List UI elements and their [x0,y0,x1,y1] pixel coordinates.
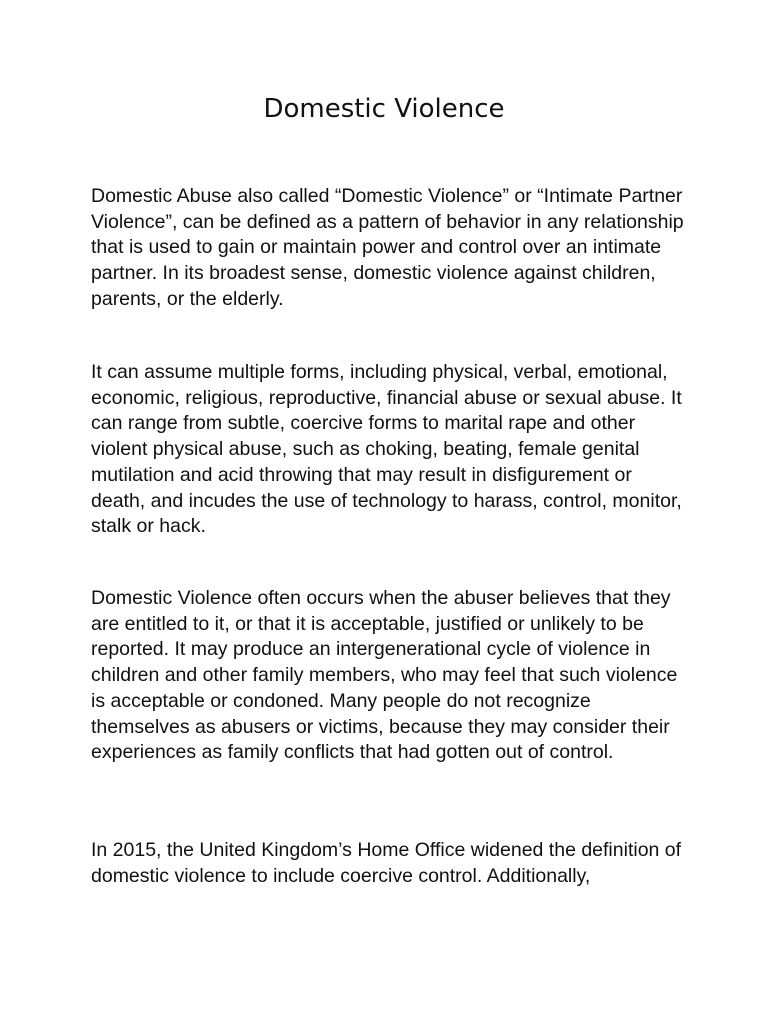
page-title: Domestic Violence [263,94,505,124]
paragraph-uk-definition: In 2015, the United Kingdom’s Home Office widened the definition of domestic violence to include coercive control. Additionally, [91,839,682,887]
paragraph-forms: It can assume multiple forms, including physical, verbal, emotional, economic, religious, reproductive, financial abuse or sexual abuse. It can range from subtle, coercive forms to marital rape and other violent physical abuse, such as choking, beating, female genital mutilation and acid throwing that may result in disfigurement or death, and incudes the use of technology to harass, control, monitor, stalk or hack. [91,361,682,538]
paragraph-definition: Domestic Abuse also called “Domestic Violence” or “Intimate Partner Violence”, can be defined as a pattern of behavior in any relationship that is used to gain or maintain power and control over an intimate partner. In its broadest sense, domestic violence against children, parents, or the elderly. [91,185,684,310]
paragraph-causes: Domestic Violence often occurs when the abuser believes that they are entitled to it, or that it is acceptable, justified or unlikely to be reported. It may produce an intergenerational cycle of violence in children and other family members, who may feel that such violence is acceptable or condoned. Many people do not recognize themselves as abusers or victims, because they may consider their experiences as family conflicts that had gotten out of control. [91,587,678,764]
